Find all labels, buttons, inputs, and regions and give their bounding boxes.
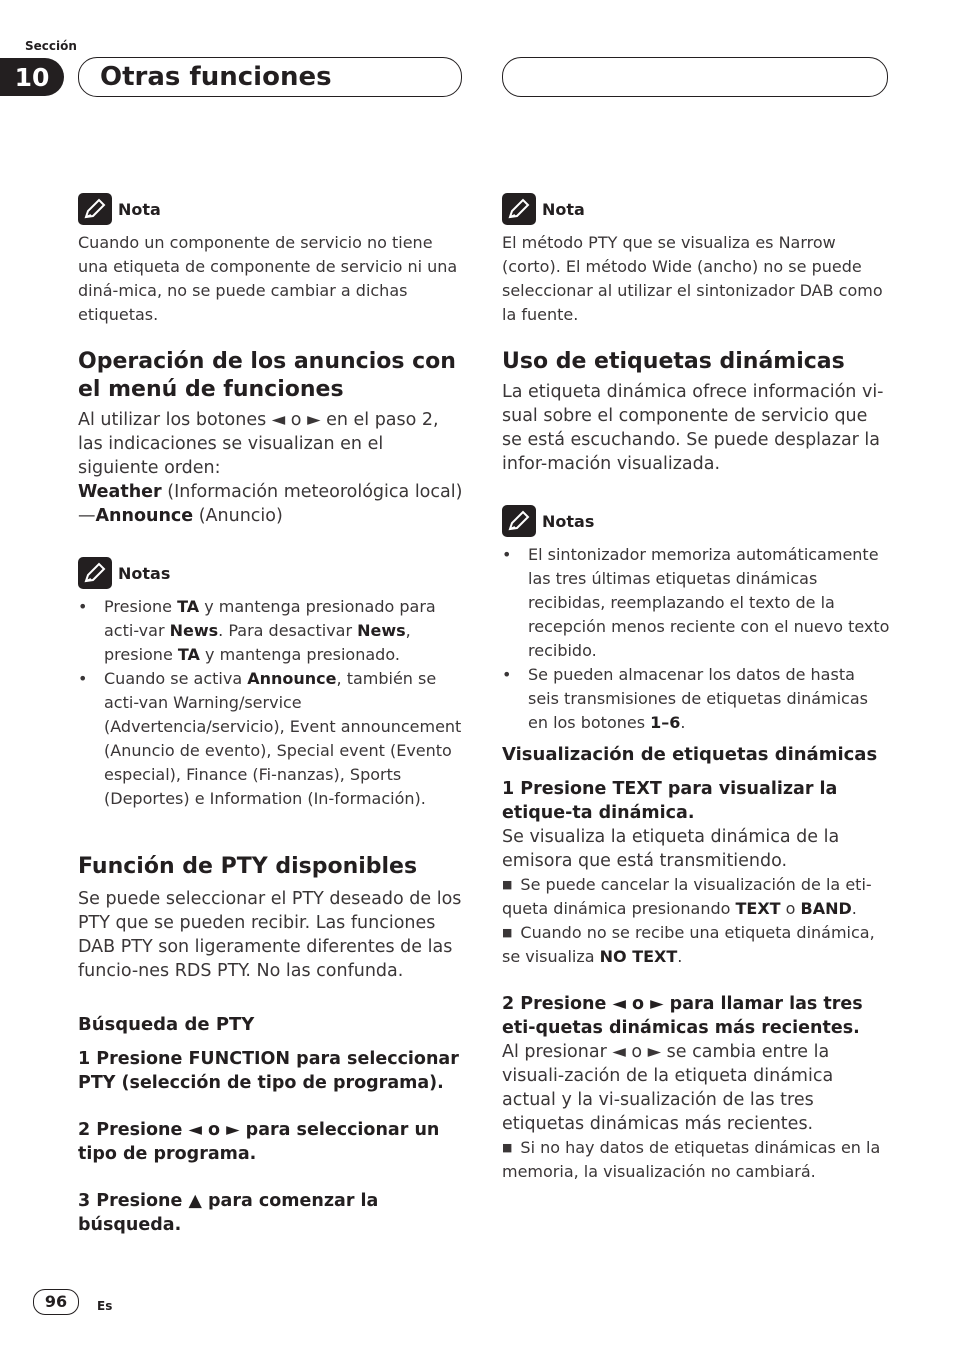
note-header: [78, 557, 466, 589]
note-label: Nota: [118, 199, 161, 219]
dash: —: [78, 506, 96, 526]
note-text: El método PTY que se visualiza es Narrow (corto). El método Wide (ancho) no se puede seleccionar al utilizar el sintonizador DAB como la fuente.: [502, 233, 883, 324]
announce-label: Announce: [95, 506, 194, 526]
note-text: Cuando un componente de servicio no tiene una etiqueta de componente de servicio ni una diná-mica, no se puede cambiar a dichas etiquetas.: [78, 233, 458, 324]
pencil-note-icon: [78, 193, 112, 225]
section-paragraph: La etiqueta dinámica ofrece información vi-sual sobre el componente de servicio que se está escuchando. Se puede desplazar la infor-mación visualizada.: [502, 382, 884, 474]
right-note-1: [502, 193, 890, 327]
step-1-text: Se visualiza la etiqueta dinámica de la emisora que está transmitiendo.: [502, 827, 840, 871]
square-bullet-icon: ■: [502, 926, 513, 939]
pencil-note-icon: [502, 193, 536, 225]
subsection-heading: Búsqueda de PTY: [78, 1014, 255, 1035]
weather-desc: (Información meteorológica local): [161, 482, 463, 502]
section-label: Sección: [25, 39, 77, 53]
section-number: 10: [0, 58, 64, 96]
order-list: [78, 480, 466, 528]
step-1: 1 Presione FUNCTION para seleccionar PTY (selección de tipo de programa).: [78, 1049, 459, 1093]
weather-label: Weather: [78, 482, 162, 502]
announce-desc: (Anuncio): [193, 506, 283, 526]
step-2-text: Al presionar ◄ o ► se cambia entre la visuali-zación de la etiqueta dinámica actual y la vi-sualización de las tres etiquetas dinámicas más recientes.: [502, 1042, 834, 1134]
subsection-heading: Visualización de etiquetas dinámicas: [502, 744, 878, 765]
step-2-remark: ■ Si no hay datos de etiquetas dinámicas en la memoria, la visualización no cambiará.: [502, 1138, 881, 1181]
section-heading: Operación de los anuncios con el menú de funciones: [78, 349, 456, 402]
right-notes-2: [502, 505, 890, 735]
header-empty-box: [502, 57, 888, 97]
right-section-display: [502, 743, 890, 1184]
step-1-remark-1: ■ Se puede cancelar la visualización de la eti-queta dinámica presionando TEXT o BAND.: [502, 875, 872, 918]
notes-list: [502, 543, 890, 735]
step-1-remark-2: ■ Cuando no se recibe una etiqueta dinámica, se visualiza NO TEXT.: [502, 923, 875, 966]
pencil-note-icon: [78, 557, 112, 589]
section-heading: Uso de etiquetas dinámicas: [502, 349, 845, 374]
right-section-dynamic-labels: [502, 348, 890, 476]
list-item: • Se pueden almacenar los datos de hasta seis transmisiones de etiquetas dinámicas en los botones 1–6.: [502, 663, 890, 735]
note-label: Notas: [542, 511, 595, 531]
step-3: 3 Presione ▲ para comenzar la búsqueda.: [78, 1191, 379, 1235]
square-bullet-icon: ■: [502, 878, 513, 891]
note-header: [502, 505, 890, 537]
step-1: 1 Presione TEXT para visualizar la etique-ta dinámica.: [502, 779, 838, 823]
language-code: Es: [97, 1299, 113, 1313]
left-note-1: [78, 193, 466, 327]
section-paragraph: Se puede seleccionar el PTY deseado de los PTY que se pueden recibir. Las funciones DAB PTY son ligeramente diferentes de las funcio-nes RDS PTY. No las confunda.: [78, 889, 462, 981]
left-section-pty: [78, 853, 466, 1237]
list-item: • Cuando se activa Announce, también se acti-van Warning/service (Advertencia/servicio), Event announcement (Anuncio de evento), Special event (Evento especial), Finance (Fi-nanzas), Sports (Deportes) e Information (In-formación).: [78, 667, 466, 811]
notes-list: [78, 595, 466, 811]
square-bullet-icon: ■: [502, 1141, 513, 1154]
section-heading: Función de PTY disponibles: [78, 854, 418, 879]
chapter-title: Otras funciones: [78, 57, 462, 97]
left-section-announcements: [78, 348, 466, 528]
page-number: 96: [33, 1289, 79, 1315]
step-2: 2 Presione ◄ o ► para llamar las tres eti-quetas dinámicas más recientes.: [502, 994, 863, 1038]
note-header: [78, 193, 466, 225]
note-label: Nota: [542, 199, 585, 219]
note-label: Notas: [118, 563, 171, 583]
pencil-note-icon: [502, 505, 536, 537]
step-2: 2 Presione ◄ o ► para seleccionar un tipo de programa.: [78, 1120, 440, 1164]
note-header: [502, 193, 890, 225]
section-paragraph: Al utilizar los botones ◄ o ► en el paso 2, las indicaciones se visualizan en el siguiente orden:: [78, 410, 439, 478]
list-item: • Presione TA y mantenga presionado para acti-var News. Para desactivar News, presione TA y mantenga presionado.: [78, 595, 466, 667]
left-notes-2: [78, 557, 466, 811]
list-item: • El sintonizador memoriza automáticamente las tres últimas etiquetas dinámicas recibidas, reemplazando el texto de la recepción menos reciente con el nuevo texto recibido.: [502, 543, 890, 663]
